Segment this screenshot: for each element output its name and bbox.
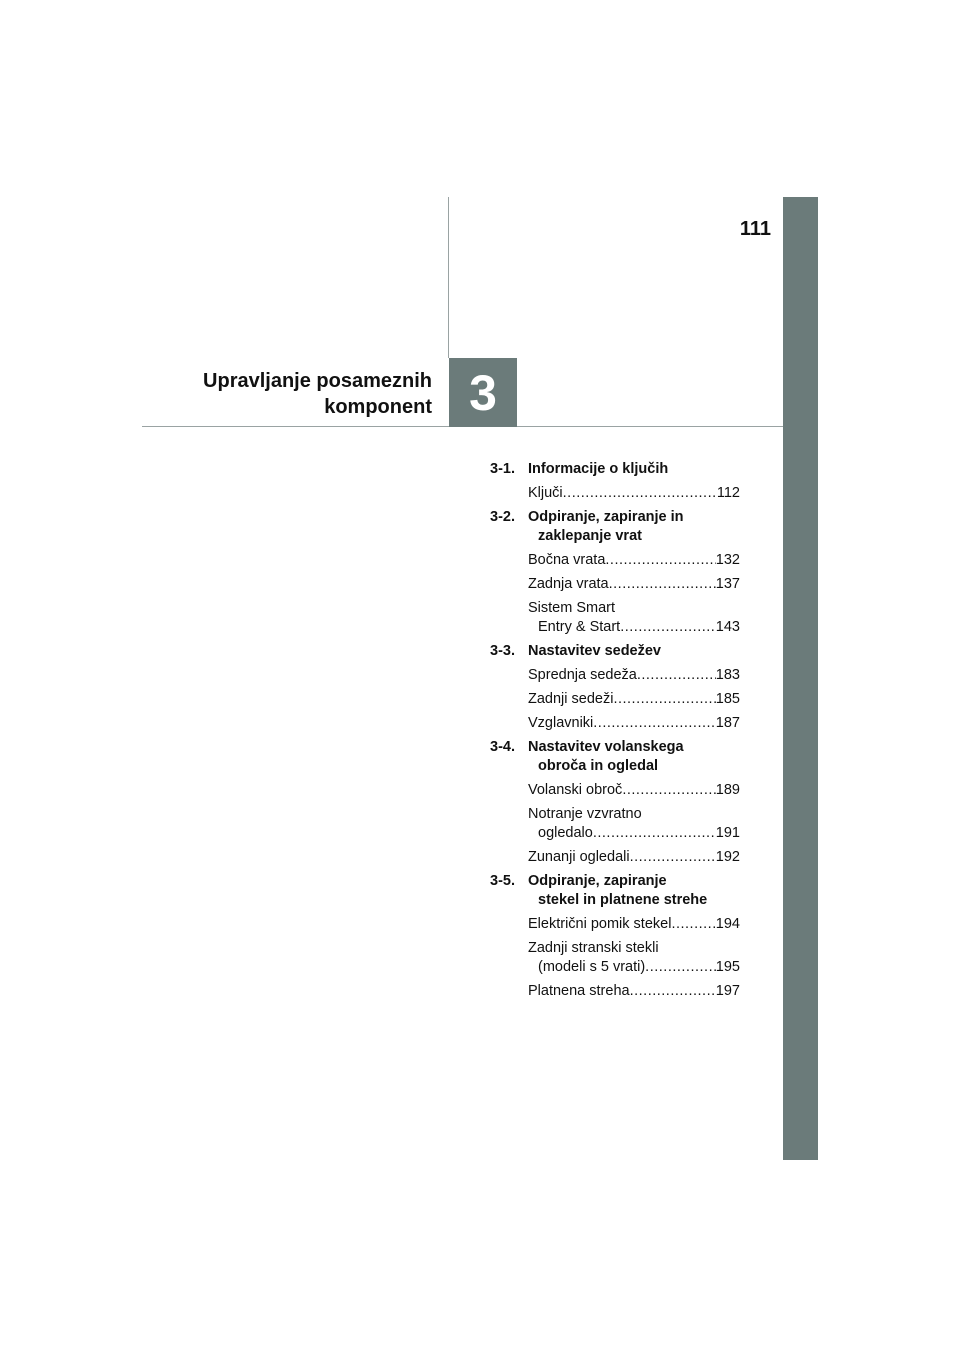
chapter-number: 3 — [469, 364, 497, 421]
entry-page: 192 — [715, 849, 740, 865]
section-number: 3-1. — [490, 461, 515, 477]
toc-section-3-5[interactable] — [490, 872, 740, 910]
entry-page: 194 — [715, 916, 740, 932]
table-of-contents — [490, 460, 740, 1006]
section-number: 3-2. — [490, 509, 515, 525]
entry-page: 183 — [715, 667, 740, 683]
toc-section-3-1[interactable] — [490, 460, 740, 479]
chapter-number-box — [449, 358, 517, 427]
section-title: Odpiranje, zapiranje stekel in platnene strehe — [528, 873, 708, 908]
toc-entry-volanski-obroc[interactable]: Volanski obroč ..... 189 — [528, 781, 740, 800]
toc-entry-bocna-vrata[interactable]: Bočna vrata ..... 132 — [528, 551, 740, 570]
entry-page: 137 — [715, 576, 740, 592]
section-number: 3-5. — [490, 873, 515, 889]
vertical-divider — [448, 197, 449, 358]
toc-entry-smart-entry[interactable]: Sistem Smart Entry & Start ..... 143 — [528, 599, 740, 637]
chapter-title — [203, 368, 432, 420]
entry-page: 112 — [716, 485, 740, 501]
page-number: 111 — [739, 218, 771, 240]
section-number: 3-4. — [490, 739, 515, 755]
section-title: Nastavitev sedežev — [528, 643, 661, 659]
chapter-tab-bar — [783, 197, 818, 1160]
toc-entry-platnena-streha[interactable]: Platnena streha ..... 197 — [528, 982, 740, 1001]
chapter-title-line-2: komponent — [324, 396, 432, 418]
toc-entry-elektricni-pomik[interactable]: Električni pomik stekel ..... 194 — [528, 915, 740, 934]
entry-page: 191 — [715, 825, 740, 841]
toc-section-3-3[interactable] — [490, 642, 740, 661]
toc-section-3-4[interactable] — [490, 738, 740, 776]
entry-page: 143 — [715, 619, 740, 635]
entry-page: 197 — [715, 983, 740, 999]
toc-entry-zunanji-ogledali[interactable]: Zunanji ogledali ..... 192 — [528, 848, 740, 867]
entry-page: 132 — [715, 552, 740, 568]
entry-page: 195 — [715, 959, 740, 975]
toc-entry-kljuci[interactable]: Ključi ..... 112 — [528, 484, 740, 503]
toc-entry-zadnji-sedezi[interactable]: Zadnji sedeži ..... 185 — [528, 690, 740, 709]
entry-page: 185 — [715, 691, 740, 707]
toc-entry-vzglavniki[interactable]: Vzglavniki ..... 187 — [528, 714, 740, 733]
chapter-title-line-1: Upravljanje posameznih — [203, 370, 432, 392]
toc-section-3-2[interactable] — [490, 508, 740, 546]
entry-page: 187 — [715, 715, 740, 731]
entry-page: 189 — [715, 782, 740, 798]
section-number: 3-3. — [490, 643, 515, 659]
toc-entry-notranje-ogledalo[interactable]: Notranje vzvratno ogledalo ..... 191 — [528, 805, 740, 843]
section-title: Informacije o ključih — [528, 461, 669, 477]
toc-entry-zadnja-vrata[interactable]: Zadnja vrata ..... 137 — [528, 575, 740, 594]
toc-entry-zadnji-stranski-stekli[interactable]: Zadnji stranski stekli (modeli s 5 vrati) ..... 195 — [528, 939, 740, 977]
section-title: Odpiranje, zapiranje in zaklepanje vrat — [528, 509, 684, 544]
section-title: Nastavitev volanskega obroča in ogledal — [528, 739, 684, 774]
toc-entry-sprednja-sedeza[interactable]: Sprednja sedeža ..... 183 — [528, 666, 740, 685]
